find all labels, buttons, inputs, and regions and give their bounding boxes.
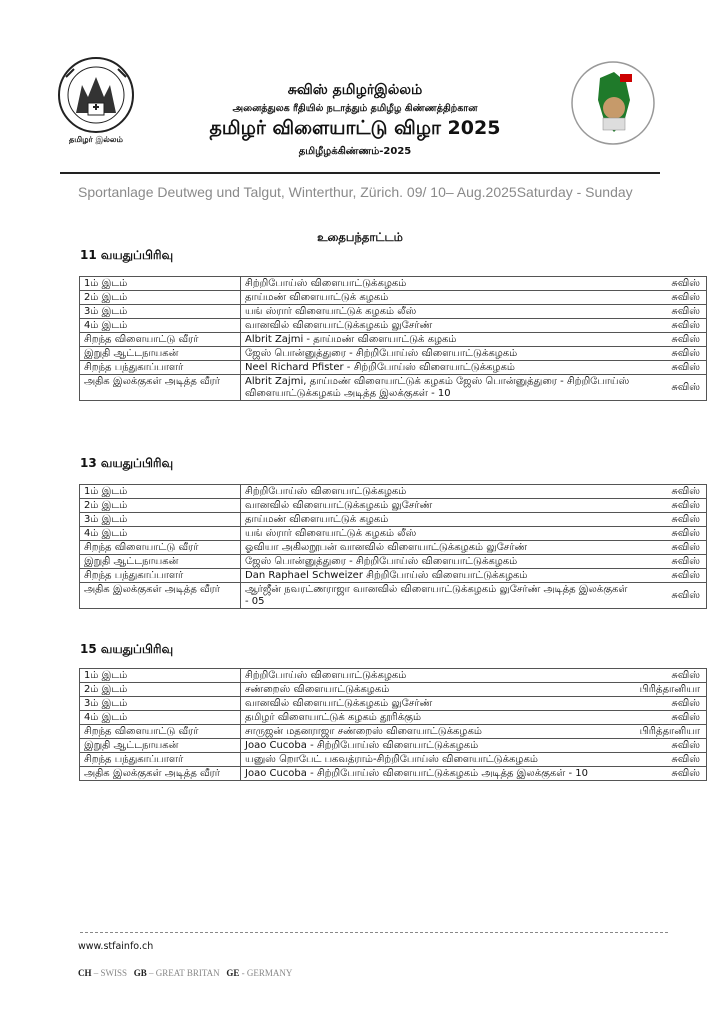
section-title-u15: 15 வயதுப்பிரிவு xyxy=(80,642,174,656)
winner-country: சுவிஸ் xyxy=(671,278,700,289)
award-winner: Albrit Zajmi, தாய்மண் விளையாட்டுக் கழகம் ஜேஸ் பொன்னுத்துரை - சிற்றிபோய்ஸ் விளையாட்டுக்கழகம் அடித்த இலக்குகள் - 10 xyxy=(245,376,630,399)
award-winner: யனுஸ் றொபேட் பகவத்ராம்-சிற்றிபோய்ஸ் விளையாட்டுக்கழகம் xyxy=(245,754,538,765)
results-table-u11 xyxy=(79,276,707,401)
award-winner: Albrit Zajmi - தாய்மண் விளையாட்டுக் கழகம் xyxy=(245,334,457,345)
award-winner: Joao Cucoba - சிற்றிபோய்ஸ் விளையாட்டுக்கழகம் அடித்த இலக்குகள் - 10 xyxy=(245,768,589,779)
winner-country: சுவிஸ் xyxy=(671,556,700,567)
footer-divider xyxy=(80,932,668,933)
award-winner: சிற்றிபோய்ஸ் விளையாட்டுக்கழகம் xyxy=(245,278,407,289)
winner-country: சுவிஸ் xyxy=(671,334,700,345)
result-row xyxy=(80,333,707,347)
award-label: இறுதி ஆட்டநாயகன் xyxy=(80,739,241,753)
award-cell xyxy=(241,697,707,711)
award-winner: தாய்மண் விளையாட்டுக் கழகம் xyxy=(245,514,389,525)
result-row xyxy=(80,739,707,753)
award-cell xyxy=(241,305,707,319)
tamil-eelam-cup-emblem xyxy=(570,60,656,146)
award-label: சிறந்த பந்துகாப்பாளர் xyxy=(80,753,241,767)
award-label: அதிக இலக்குகள் அடித்த வீரர் xyxy=(80,375,241,401)
award-label: 3ம் இடம் xyxy=(80,513,241,527)
country-legend xyxy=(78,968,292,978)
award-cell xyxy=(241,669,707,683)
award-label: 4ம் இடம் xyxy=(80,711,241,725)
award-label: சிறந்த பந்துகாப்பாளர் xyxy=(80,361,241,375)
award-winner: சிற்றிபோய்ஸ் விளையாட்டுக்கழகம் xyxy=(245,486,407,497)
event-title: தமிழர் விளையாட்டு விழா 2025 xyxy=(209,117,501,139)
award-label: இறுதி ஆட்டநாயகன் xyxy=(80,347,241,361)
award-cell xyxy=(241,569,707,583)
award-winner: வானவில் விளையாட்டுக்கழகம் லுசேர்ண் xyxy=(245,500,433,511)
award-winner: வானவில் விளையாட்டுக்கழகம் லுசேர்ண் xyxy=(245,698,433,709)
winner-country: சுவிஸ் xyxy=(671,500,700,511)
result-row xyxy=(80,767,707,781)
award-winner: தமிழர் விளையாட்டுக் கழகம் தூரிக்கும் xyxy=(245,712,422,723)
result-row xyxy=(80,753,707,767)
award-winner: தாய்மண் விளையாட்டுக் கழகம் xyxy=(245,292,389,303)
legend-name: – GREAT BRITAN xyxy=(146,968,220,978)
result-row xyxy=(80,569,707,583)
winner-country: சுவிஸ் xyxy=(671,754,700,765)
award-cell xyxy=(241,375,707,401)
winner-country: சுவிஸ் xyxy=(671,514,700,525)
legend-code: GB xyxy=(133,968,147,978)
award-cell xyxy=(241,583,707,609)
result-row xyxy=(80,499,707,513)
award-label: சிறந்த விளையாட்டு வீரர் xyxy=(80,541,241,555)
award-label: 2ம் இடம் xyxy=(80,291,241,305)
winner-country: சுவிஸ் xyxy=(671,712,700,723)
winner-country: சுவிஸ் xyxy=(671,292,700,303)
logo-caption: தமிழர் இல்லம் xyxy=(69,135,123,144)
winner-country: பிரித்தானியா xyxy=(639,726,700,737)
result-row xyxy=(80,291,707,305)
cup-year: தமிழீழக்கிண்ணம்-2025 xyxy=(298,146,412,157)
winner-country: சுவிஸ் xyxy=(671,589,700,601)
winner-country: சுவிஸ் xyxy=(671,486,700,497)
organization-name: சுவிஸ் தமிழர்இல்லம் xyxy=(287,82,423,98)
award-label: 4ம் இடம் xyxy=(80,319,241,333)
award-label: 1ம் இடம் xyxy=(80,277,241,291)
header-divider xyxy=(60,172,660,174)
award-label: சிறந்த விளையாட்டு வீரர் xyxy=(80,725,241,739)
result-row xyxy=(80,319,707,333)
award-label: 4ம் இடம் xyxy=(80,527,241,541)
award-winner: சாருஜன் மதனராஜா சண்றைஸ் விளையாட்டுக்கழகம் xyxy=(245,726,482,737)
award-winner: சிற்றிபோய்ஸ் விளையாட்டுக்கழகம் xyxy=(245,670,407,681)
winner-country: சுவிஸ் xyxy=(671,528,700,539)
award-winner: ஜேஸ் பொன்னுத்துரை - சிற்றிபோய்ஸ் விளையாட்டுக்கழகம் xyxy=(245,348,518,359)
winner-country: சுவிஸ் xyxy=(671,320,700,331)
result-row xyxy=(80,669,707,683)
result-row xyxy=(80,527,707,541)
award-cell xyxy=(241,527,707,541)
winner-country: சுவிஸ் xyxy=(671,670,700,681)
result-row xyxy=(80,725,707,739)
result-row xyxy=(80,485,707,499)
website-link[interactable]: www.stfainfo.ch xyxy=(78,941,154,952)
winner-country: சுவிஸ் xyxy=(671,362,700,373)
result-row xyxy=(80,683,707,697)
award-cell xyxy=(241,753,707,767)
award-cell xyxy=(241,361,707,375)
award-cell xyxy=(241,739,707,753)
award-label: அதிக இலக்குகள் அடித்த வீரர் xyxy=(80,583,241,609)
winner-country: சுவிஸ் xyxy=(671,381,700,393)
award-winner: ஆர்ஜீன் நவரட்ணராஜா வானவில் விளையாட்டுக்கழகம் லுசேர்ண் அடித்த இலக்குகள் - 05 xyxy=(245,584,628,607)
award-cell xyxy=(241,711,707,725)
award-winner: Joao Cucoba - சிற்றிபோய்ஸ் விளையாட்டுக்கழகம் xyxy=(245,740,479,751)
winner-country: சுவிஸ் xyxy=(671,348,700,359)
award-winner: ஓவியா அகிலறூபன் வானவில் விளையாட்டுக்கழகம் லுசேர்ண் xyxy=(245,542,528,553)
award-label: 3ம் இடம் xyxy=(80,305,241,319)
award-cell xyxy=(241,291,707,305)
results-table-u13 xyxy=(79,484,707,609)
result-row xyxy=(80,697,707,711)
result-row xyxy=(80,555,707,569)
award-cell xyxy=(241,333,707,347)
section-title-u13: 13 வயதுப்பிரிவு xyxy=(80,456,174,470)
result-row xyxy=(80,513,707,527)
award-cell xyxy=(241,767,707,781)
award-label: சிறந்த பந்துகாப்பாளர் xyxy=(80,569,241,583)
award-winner: யங் ஸ்ரார் விளையாட்டுக் கழகம் லீஸ் xyxy=(245,528,417,539)
award-cell xyxy=(241,499,707,513)
winner-country: சுவிஸ் xyxy=(671,570,700,581)
results-table-u15 xyxy=(79,668,707,781)
award-winner: Neel Richard Pfister - சிற்றிபோய்ஸ் விளையாட்டுக்கழகம் xyxy=(245,362,515,373)
result-row xyxy=(80,347,707,361)
venue-line: Sportanlage Deutweg und Talgut, Winterthur, Zürich. 09/ 10– Aug.2025Saturday - Sunday xyxy=(78,184,633,200)
result-row xyxy=(80,375,707,401)
award-cell xyxy=(241,347,707,361)
award-cell xyxy=(241,277,707,291)
event-subtitle: அனைத்துலக ரீதியில் நடாத்தும் தமிழீழ கிண்ணத்திற்கான xyxy=(232,103,478,114)
award-cell xyxy=(241,319,707,333)
result-row xyxy=(80,277,707,291)
result-row xyxy=(80,361,707,375)
award-winner: சண்றைஸ் விளையாட்டுக்கழகம் xyxy=(245,684,390,695)
award-label: அதிக இலக்குகள் அடித்த வீரர் xyxy=(80,767,241,781)
award-label: சிறந்த விளையாட்டு வீரர் xyxy=(80,333,241,347)
result-row xyxy=(80,583,707,609)
award-cell xyxy=(241,555,707,569)
winner-country: சுவிஸ் xyxy=(671,306,700,317)
award-winner: Dan Raphael Schweizer சிற்றிபோய்ஸ் விளையாட்டுக்கழகம் xyxy=(245,570,528,581)
award-cell xyxy=(241,541,707,555)
result-row xyxy=(80,541,707,555)
award-label: 2ம் இடம் xyxy=(80,683,241,697)
winner-country: சுவிஸ் xyxy=(671,698,700,709)
award-winner: வானவில் விளையாட்டுக்கழகம் லுசேர்ண் xyxy=(245,320,433,331)
result-row xyxy=(80,305,707,319)
award-cell xyxy=(241,683,707,697)
winner-country: சுவிஸ் xyxy=(671,740,700,751)
winner-country: பிரித்தானியா xyxy=(639,684,700,695)
award-cell xyxy=(241,513,707,527)
legend-code: CH xyxy=(78,968,92,978)
section-title-u11: 11 வயதுப்பிரிவு xyxy=(80,248,174,262)
award-label: 1ம் இடம் xyxy=(80,669,241,683)
award-winner: ஜேஸ் பொன்னுத்துரை - சிற்றிபோய்ஸ் விளையாட்டுக்கழகம் xyxy=(245,556,518,567)
swiss-tamil-house-logo xyxy=(52,55,140,150)
legend-name: – SWISS xyxy=(91,968,128,978)
award-label: 1ம் இடம் xyxy=(80,485,241,499)
award-winner: யங் ஸ்ரார் விளையாட்டுக் கழகம் லீஸ் xyxy=(245,306,417,317)
award-label: இறுதி ஆட்டநாயகன் xyxy=(80,555,241,569)
winner-country: சுவிஸ் xyxy=(671,767,700,779)
result-row xyxy=(80,711,707,725)
award-label: 2ம் இடம் xyxy=(80,499,241,513)
legend-name: - GERMANY xyxy=(239,968,293,978)
award-label: 3ம் இடம் xyxy=(80,697,241,711)
winner-country: சுவிஸ் xyxy=(671,542,700,553)
award-cell xyxy=(241,485,707,499)
award-cell xyxy=(241,725,707,739)
legend-code: GE xyxy=(226,968,240,978)
tournament-title: உதைபந்தாட்டம் xyxy=(317,230,403,244)
